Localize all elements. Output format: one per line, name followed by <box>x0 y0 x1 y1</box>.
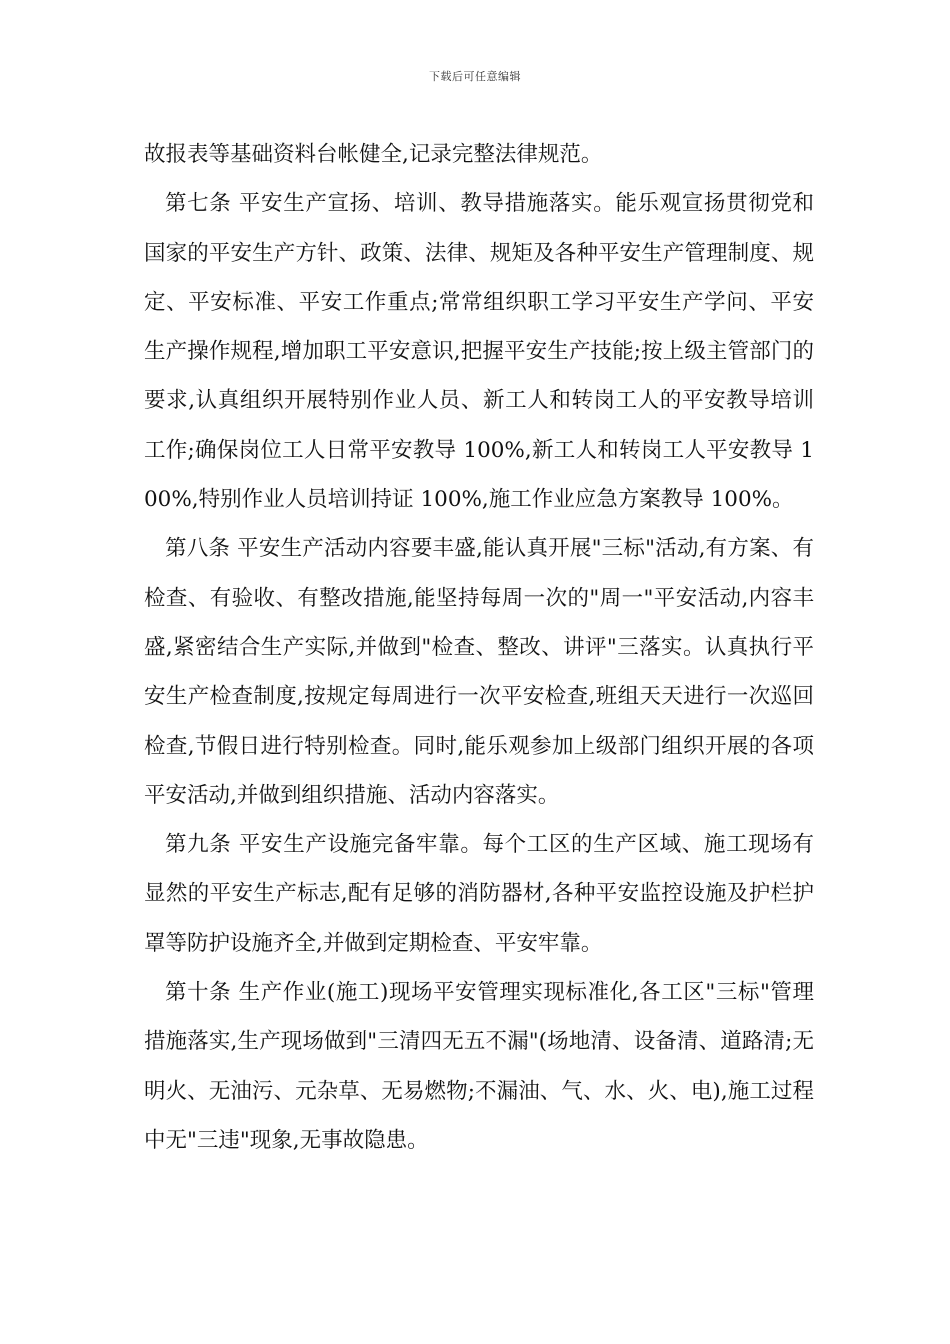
page-header: 下载后可任意编辑 <box>429 70 521 83</box>
paragraph-article-10: 第十条 生产作业(施工)现场平安管理实现标准化,各工区"三标"管理措施落实,生产现场做到"三清四无五不漏"(场地清、设备清、道路清;无明火、无油污、元杂草、无易燃物;不漏油、气、水、火、电),施工过程中无"三违"现象,无事故隐患。 <box>144 980 814 1153</box>
paragraph-article-9: 第九条 平安生产设施完备牢靠。每个工区的生产区域、施工现场有显然的平安生产标志,配有足够的消防器材,各种平安监控设施及护栏护罩等防护设施齐全,并做到定期检查、平安牢靠。 <box>144 832 814 956</box>
document-body <box>144 130 814 1165</box>
paragraph-continuation: 故报表等基础资料台帐健全,记录完整法律规范。 <box>144 142 603 167</box>
paragraph-article-7: 第七条 平安生产宣扬、培训、教导措施落实。能乐观宣扬贯彻党和国家的平安生产方针、政策、法律、规矩及各种平安生产管理制度、规定、平安标准、平安工作重点;常常组织职工学习平安生产学问、平安生产操作规程,增加职工平安意识,把握平安生产技能;按上级主管部门的要求,认真组织开展特别作业人员、新工人和转岗工人的平安教导培训工作;确保岗位工人日常平安教导 100%,新工人和转岗工人平安教导 100%,特别作业人员培训持证 100%,施工作业应急方案教导 100%。 <box>144 191 814 513</box>
paragraph-article-8: 第八条 平安生产活动内容要丰盛,能认真开展"三标"活动,有方案、有检查、有验收、有整改措施,能坚持每周一次的"周一"平安活动,内容丰盛,紧密结合生产实际,并做到"检查、整改、讲评"三落实。认真执行平安生产检查制度,按规定每周进行一次平安检查,班组天天进行一次巡回检查,节假日进行特别检查。同时,能乐观参加上级部门组织开展的各项平安活动,并做到组织措施、活动内容落实。 <box>144 536 814 808</box>
